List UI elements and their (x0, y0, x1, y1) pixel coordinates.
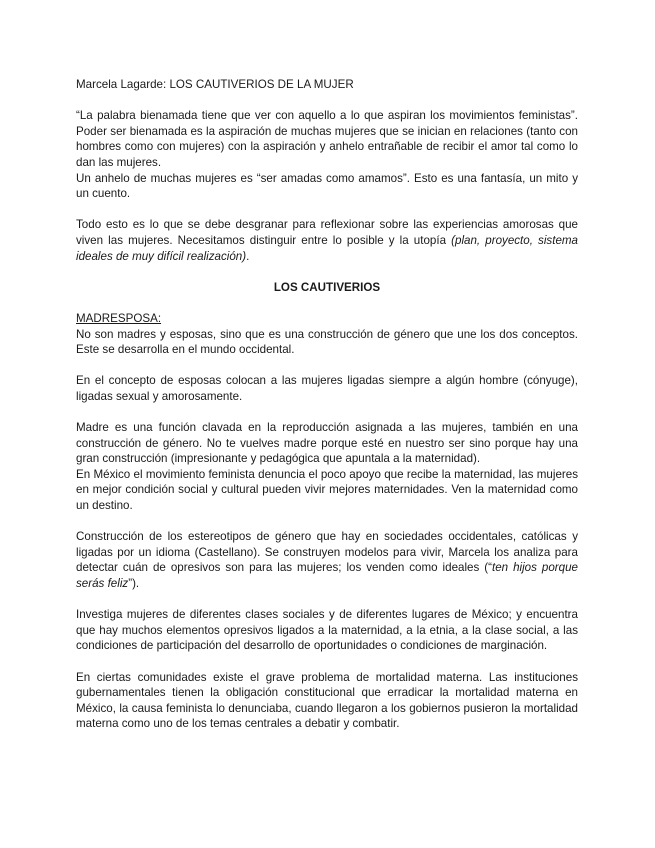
paragraph-reflexion-text: Todo esto es lo que se debe desgranar para reflexionar sobre las experiencias amorosas que viven las mujeres. Necesitamos distinguir entre lo posible y la utopía (76, 218, 578, 247)
paragraph-investiga: Investiga mujeres de diferentes clases sociales y de diferentes lugares de México; y encuentra que hay muchos elementos opresivos ligados a la maternidad, a la etnia, a la clase social, a las condiciones de participación del desarrollo de oportunidades o condiciones de marginación. (76, 608, 578, 653)
paragraph-reflexion-end: . (246, 249, 250, 263)
paragraph-estereotipos-text: Construcción de los estereotipos de género que hay en sociedades occidentales, católicas y ligadas por un idioma (Castellano). Se construyen modelos para vivir, Marcela los analiza para detectar cuán de opresivos son para las mujeres; los venden como ideales (“ (76, 530, 578, 575)
paragraph-estereotipos-italic: ten hijos porque serás feliz (76, 561, 578, 590)
paragraph-mortalidad: En ciertas comunidades existe el grave problema de mortalidad materna. Las instituciones gubernamentales tienen la obligación constitucional que erradicar la mortalidad materna en México, la causa feminista lo denunciaba, cuando llegaron a los gobiernos pusieron la mortalidad materna como uno de los temas centrales a debatir y combatir. (76, 670, 578, 731)
section-title: LOS CAUTIVERIOS (273, 280, 381, 294)
document-page (76, 77, 578, 748)
paragraph-anhelo: Un anhelo de muchas mujeres es “ser amadas como amamos”. Esto es una fantasía, un mito y un cuento. (76, 171, 578, 201)
paragraph-reflexion (76, 217, 578, 264)
paragraph-mexico-maternidad: En México el movimiento feminista denuncia el poco apoyo que recibe la maternidad, las mujeres en mejor condición social y cultural pueden vivir mejores maternidades. Ven la maternidad como un destino. (76, 467, 578, 513)
paragraph-madre: Madre es una función clavada en la reproducción asignada a las mujeres, también en una construcción de género. No te vuelves madre porque esté en nuestro ser sino porque hay una gran construcción (impresionante y pedagógica que apuntala a la maternidad). (76, 421, 578, 466)
paragraph-estereotipos-end: ”). (128, 577, 140, 590)
subheading-madresposa: MADRESPOSA: (76, 311, 162, 325)
paragraph-esposas: En el concepto de esposas colocan a las mujeres ligadas siempre a algún hombre (cónyuge), ligadas sexual y amorosamente. (76, 374, 578, 403)
document-header: Marcela Lagarde: LOS CAUTIVERIOS DE LA MUJER (76, 78, 354, 91)
paragraph-reflexion-italic: (plan, proyecto, sistema ideales de muy difícil realización) (76, 233, 578, 263)
paragraph-bienamada: “La palabra bienamada tiene que ver con aquello a lo que aspiran los movimientos feministas”. Poder ser bienamada es la aspiración de muchas mujeres que se inician en relaciones (tanto con hombres como con mujeres) con la aspiración y anhelo entrañable de recibir el amor tal como lo dan las mujeres. (76, 109, 578, 169)
paragraph-estereotipos (76, 529, 578, 591)
paragraph-construccion-genero: No son madres y esposas, sino que es una construcción de género que une los dos conceptos. Este se desarrolla en el mundo occidental. (76, 327, 578, 357)
